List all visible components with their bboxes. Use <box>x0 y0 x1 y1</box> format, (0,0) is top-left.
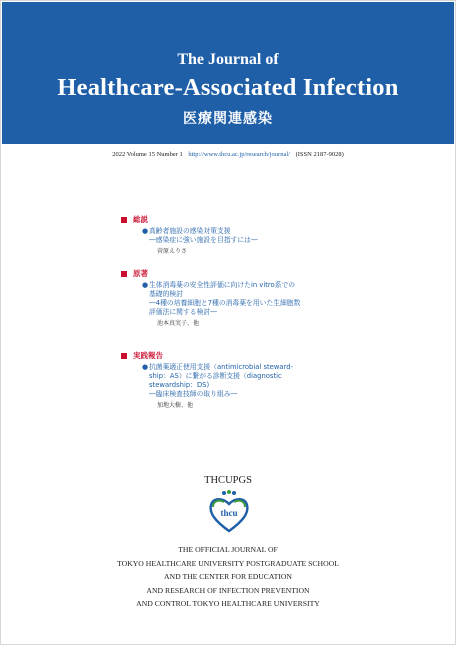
logo-figure-icon <box>222 491 226 495</box>
logo-figure-icon <box>227 490 231 494</box>
section-marker-icon <box>121 217 127 223</box>
section-original <box>121 268 300 328</box>
article-item[interactable] <box>142 227 258 256</box>
article-item[interactable] <box>142 363 294 410</box>
footer-affiliation <box>1 543 455 611</box>
article-author: 加地大樹、他 <box>157 402 194 409</box>
section-review <box>121 214 258 256</box>
footer-line: AND CONTROL TOKYO HEALTHCARE UNIVERSITY <box>136 599 320 609</box>
university-logo-icon <box>205 489 253 535</box>
journal-title: Healthcare-Associated Infection <box>57 74 399 101</box>
logo-figure-icon <box>232 491 236 495</box>
article-title-line: 生体消毒薬の安全性評価に向けたin vitro系での <box>149 281 296 289</box>
article-title-line: ―4種の培養細胞と7種の消毒薬を用いた生細胞数 <box>149 299 301 307</box>
logo-text: thcu <box>220 508 238 518</box>
title-banner <box>2 2 454 144</box>
article-title-line: stewardship：DS) <box>149 381 210 389</box>
article-author: 菅原えりさ <box>157 248 188 255</box>
article-author: 池本真実子、他 <box>157 320 200 327</box>
article-title-line: 抗菌薬適正使用支援（antimicrobial steward- <box>149 363 294 371</box>
bullet-icon: ● <box>142 227 149 235</box>
article-title-line: ship：AS）に繋がる診断支援（diagnostic <box>149 372 282 380</box>
footer-line: AND RESEARCH OF INFECTION PREVENTION <box>146 585 310 595</box>
article-item[interactable] <box>142 281 301 328</box>
section-marker-icon <box>121 353 127 359</box>
article-title-line: 基礎的検討 <box>149 290 183 298</box>
footer-line: THE OFFICIAL JOURNAL OF <box>178 545 278 554</box>
issue-volume: 2022 Volume 15 Number 1 <box>112 151 183 158</box>
footer-line: TOKYO HEALTHCARE UNIVERSITY POSTGRADUATE SCHOOL <box>117 558 339 568</box>
section-title: 総説 <box>133 215 148 224</box>
journal-pre-title: The Journal of <box>177 51 279 68</box>
article-title-line: ―感染症に強い施設を目指すには― <box>149 236 258 244</box>
issue-issn: (ISSN 2187-9028) <box>295 151 344 158</box>
section-marker-icon <box>121 271 127 277</box>
journal-url-link[interactable]: http://www.thcu.ac.jp/research/journal/ <box>188 151 290 158</box>
section-title: 原著 <box>133 269 148 278</box>
article-title-line: 高齢者施設の感染対策支援 <box>149 227 231 235</box>
section-title: 実践報告 <box>133 351 163 360</box>
bullet-icon: ● <box>142 363 149 371</box>
section-practice-report <box>121 350 293 410</box>
journal-title-jp: 医療関連感染 <box>183 111 273 127</box>
article-title-line: 評価法に関する検討― <box>149 308 217 316</box>
issue-info <box>1 151 455 158</box>
article-title-line: ―臨床検査技師の取り組み― <box>149 390 238 398</box>
footer-line: AND THE CENTER FOR EDUCATION <box>164 572 292 582</box>
brand-name: THCUPGS <box>204 475 252 486</box>
bullet-icon: ● <box>142 281 149 289</box>
